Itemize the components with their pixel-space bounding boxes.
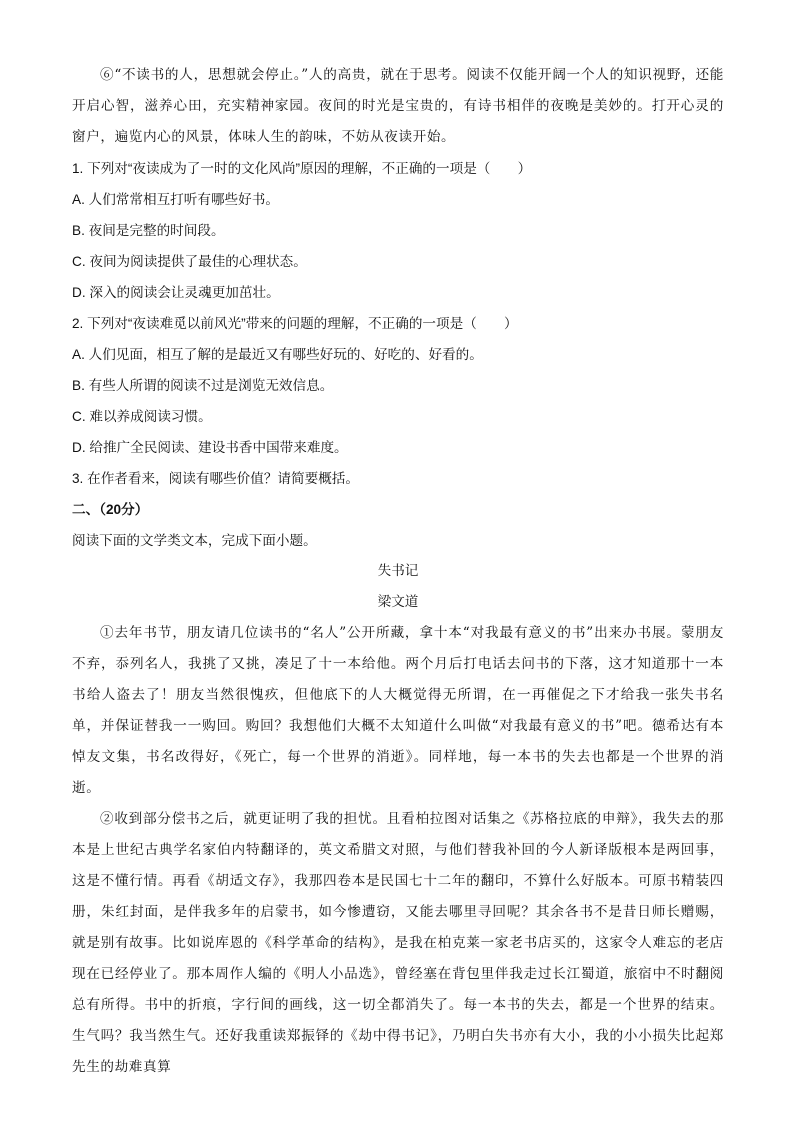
section-instruction: 阅读下面的文学类文本，完成下面小题。 [72,533,317,548]
question-1-option-c: C. 夜间为阅读提供了最佳的心理状态。 [72,254,307,269]
question-1-option-d: D. 深入的阅读会让灵魂更加茁壮。 [72,285,280,300]
article-paragraph-2: ②收到部分偿书之后，就更证明了我的担忧。且看柏拉图对话集之《苏格拉底的申辩》，我失去的那本是上世纪古典学名家伯内特翻译的，英文希腊文对照，与他们替我补回的今人新译版根本是两回事，这是不懂行情。再看《胡适文存》，我那四卷本是民国七十二年的翻印，不算什么好版本。可原书精装四册，朱红封面，是伴我多年的启蒙书，如今惨遭窃，又能去哪里寻回呢？其余各书不是昔日师长赠赐，就是别有故事。比如说库恩的《科学革命的结构》，是我在柏克莱一家老书店买的，这家令人难忘的老店现在已经停业了。那本周作人编的《明人小品选》，曾经塞在背包里伴我走过长江蜀道，旅宿中不时翻阅总有所得。书中的折痕，字行间的画线，这一切全都消失了。每一本书的失去，都是一个世界的结束。生气吗？我当然生气。还好我重读郑振铎的《劫中得书记》，乃明白失书亦有大小，我的小小损失比起郑先生的劫难真算 [72,811,724,1075]
question-3-stem: 3. 在作者看来，阅读有哪些价值？请简要概括。 [72,471,359,486]
question-1-stem: 1. 下列对“夜读成为了一时的文化风尚”原因的理解，不正确的一项是（ ） [72,161,532,176]
article-paragraph-1: ①去年书节，朋友请几位读书的“名人”公开所藏，拿十本“对我最有意义的书”出来办书展。蒙朋友不弃，忝列名人，我挑了又挑，凑足了十一本给他。两个月后打电话去问书的下落，这才知道那十一本书给人盗去了！朋友当然很愧疚，但他底下的人大概觉得无所谓，在一再催促之下才给我一张失书名单，并保证替我一一购回。购回？我想他们大概不太知道什么叫做“对我最有意义的书”吧。德希达有本悼友文集，书名改得好，《死亡，每一个世界的消逝》。同样地，每一本书的失去也都是一个世界的消逝。 [72,625,724,796]
section-heading: 二、（20分） [72,502,149,517]
passage-paragraph-6: ⑥“不读书的人，思想就会停止。”人的高贵，就在于思考。阅读不仅能开阔一个人的知识视野，还能开启心智，滋养心田，充实精神家园。夜间的时光是宝贵的，有诗书相伴的夜晚是美妙的。打开心灵的窗户，遍览内心的风景，体味人生的韵味，不妨从夜读开始。 [72,67,724,145]
question-2-option-d: D. 给推广全民阅读、建设书香中国带来难度。 [72,440,348,455]
question-1-option-a: A. 人们常常相互打听有哪些好书。 [72,192,279,207]
question-2-option-a: A. 人们见面，相互了解的是最近又有哪些好玩的、好吃的、好看的。 [72,347,483,362]
article-author: 梁文道 [377,594,419,610]
article-title: 失书记 [377,563,419,579]
document-page [72,60,724,1083]
question-1-option-b: B. 夜间是完整的时间段。 [72,223,225,238]
question-2-option-c: C. 难以养成阅读习惯。 [72,409,212,424]
question-2-stem: 2. 下列对“夜读难觅以前风光”带来的问题的理解，不正确的一项是（ ） [72,316,518,331]
question-2-option-b: B. 有些人所谓的阅读不过是浏览无效信息。 [72,378,334,393]
